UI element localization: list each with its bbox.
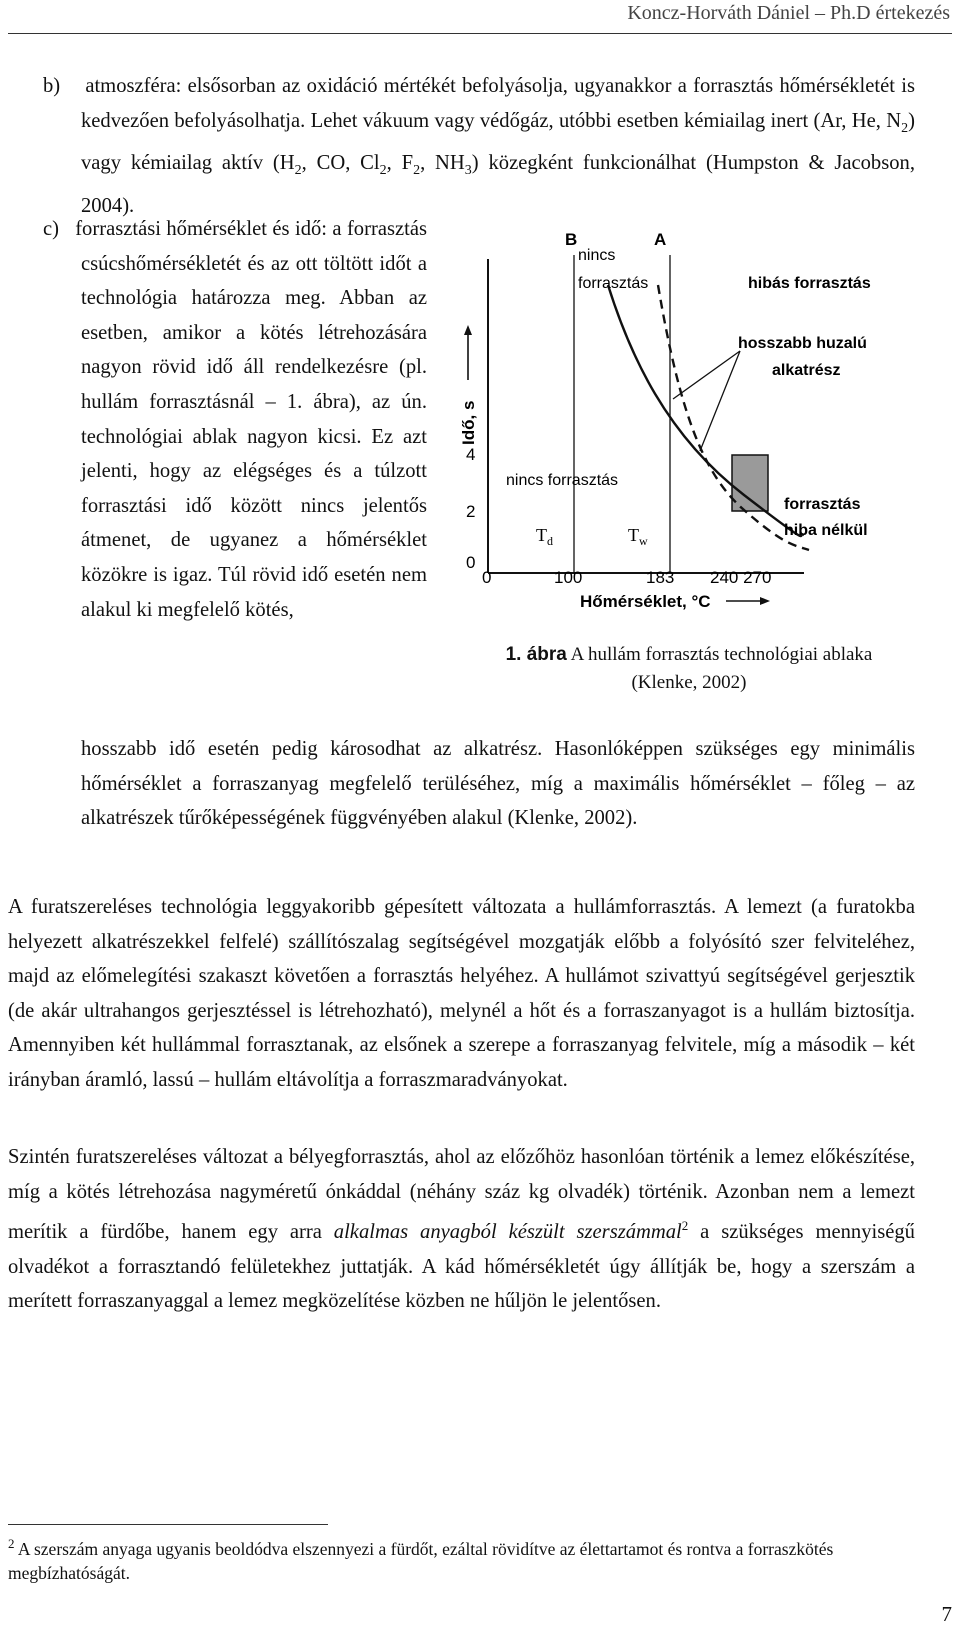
- item-b: [43, 69, 915, 224]
- y-tick-4: 4: [466, 445, 476, 464]
- item-b-text-3: , CO, Cl: [301, 152, 380, 175]
- y-tick-2: 2: [466, 502, 476, 521]
- paragraph-stamp-soldering-text: [8, 1140, 915, 1319]
- caption-source: (Klenke, 2002): [631, 672, 747, 693]
- label-hiba-nelkul-1: forrasztás: [784, 496, 861, 513]
- figure-caption-line1: [444, 641, 934, 669]
- page-number: 7: [941, 1602, 952, 1626]
- item-c-paragraph: [43, 212, 427, 627]
- item-b-text-5: , NH: [420, 152, 465, 175]
- x-tick-0: 0: [482, 568, 492, 587]
- para2-text-2: a szükséges mennyiségű olvadékot a forrasztandó felületekhez juttatják. A kád hőmérsékletét úgy állítják be, hogy a szerszám a merített forraszanyaggal a lemez megközelítése közben ne hűljön le jelentősen.: [8, 1221, 915, 1313]
- label-tw: $T_w$: [628, 525, 648, 548]
- footnote-rule: [8, 1524, 328, 1525]
- xlabel-arrowhead: [760, 597, 770, 605]
- ylabel-arrowhead: [464, 325, 472, 335]
- footnote: [8, 1532, 918, 1585]
- sub-cl2: 2: [379, 163, 387, 179]
- technology-window-figure: [444, 215, 934, 655]
- item-b-text-6: ) közegként funkcionálhat (Humpston & Jacobson, 2004).: [81, 152, 915, 217]
- label-hiba-nelkul-2: hiba nélkül: [784, 522, 868, 539]
- running-header: Koncz-Horváth Dániel – Ph.D értekezés: [627, 2, 950, 24]
- item-b-text-4: , F: [386, 152, 414, 175]
- x-tick-240-270: 240 270: [710, 568, 772, 587]
- label-hosszabb-2: alkatrész: [772, 362, 841, 379]
- item-c-text-wide: hosszabb idő esetén pedig károsodhat az alkatrész. Hasonlóképpen szükséges egy minimális hőmérséklet a forraszanyag megfelelő terüléséhez, míg a maximális hőmérséklet – főleg – az alkatrészek tűrőképességének függvényében alakul (Klenke, 2002).: [81, 738, 915, 830]
- footnote-text: A szerszám anyaga ugyanis beoldódva elszennyezi a fürdőt, ezáltal rövidítve az élettartamot és rontva a forraszkötés megbízhatóságát.: [8, 1538, 834, 1583]
- paragraph-wave-soldering-text: A furatszereléses technológia leggyakoribb gépesített változata a hullámforrasztás. A lemezt (a furatokba helyezett alkatrészekkel felfelé) szállítószalag segítségével mozgatják előbb a folyósító szer felviteléhez, majd az előmelegítési szakaszt követően a forrasztás helyéhez. A hullámot szivattyú segítségével gerjesztik (de akár ultrahangos gerjesztéssel is létrehozható), melynél a hőt és a forraszanyagot is a hullám biztosítja. Amennyiben két hullámmal forrasztanak, az elsőnek a szerepe a forraszanyag felvitele, míg a második – két irányban áramló, lassú – hullám eltávolítja a forraszmaradványokat.: [8, 896, 915, 1091]
- caption-text: A hullám forrasztás technológiai ablaka: [570, 644, 873, 665]
- label-nincs-top-1: nincs: [578, 247, 616, 264]
- item-c-marker: c): [43, 218, 59, 240]
- xlabel: Hőmérséklet, °C: [580, 592, 711, 611]
- item-b-paragraph: [43, 69, 915, 224]
- label-a: A: [654, 230, 667, 249]
- label-b: B: [565, 230, 578, 249]
- footnote-mark: 2: [8, 1536, 15, 1551]
- item-c-text-narrow: forrasztási hőmérséklet és idő: a forrasztás csúcshőmérsékletét és az ott töltött időt a technológia határozza meg. Abban az esetben, amikor a kötés létrehozására nagyon rövid idő áll rendelkezésre (pl. hullám forrasztásnál – 1. ábra), az ún. technológiai ablak nagyon kicsi. Ez azt jelenti, hogy az elégséges és a túlzott forrasztási idő között nincs jelentős átmenet, de ugyanez a hőmérséklet közökre is igaz. Túl rövid idő esetén nem alakul ki megfelelő kötés,: [75, 218, 427, 621]
- x-tick-183: 183: [646, 568, 675, 587]
- para2-italic: alkalmas anyagból készült szerszámmal: [333, 1221, 682, 1244]
- solid-curve: [608, 285, 804, 536]
- caption-figure-number: 1. ábra: [505, 644, 567, 665]
- sub-nh3: 3: [464, 163, 472, 179]
- label-hibas: hibás forrasztás: [748, 275, 871, 292]
- sub-h2: 2: [294, 163, 302, 179]
- item-b-text-2: ) vagy kémiailag aktív (H: [81, 109, 915, 175]
- label-hosszabb-1: hosszabb huzalú: [738, 335, 867, 352]
- paragraph-wave-soldering: [8, 890, 915, 1098]
- item-b-text-1: elsősorban az oxidáció mértékét befolyásolja, ugyanakkor a forrasztás hőmérsékletét is kedvezően befolyásolhatja. Lehet vákuum vagy védőgáz, utóbbi esetben kémiailag inert (Ar, He, N: [81, 75, 915, 132]
- header-rule: [8, 33, 952, 34]
- window-rect: [732, 455, 768, 511]
- item-b-lead: atmoszféra:: [85, 75, 182, 97]
- figure-caption: [444, 641, 934, 697]
- item-b-marker: b): [43, 75, 61, 97]
- para2-text-1: Szintén furatszereléses változat a bélyegforrasztás, ahol az előzőhöz hasonlóan történik a lemez előkészítése, míg a kötés létrehozása nagyméretű ónkáddal (néhány száz kg olvadék) történik. Azonban nem a lemezt merítik a fürdőbe, hanem egy arra: [8, 1146, 915, 1244]
- item-c-wide: [43, 732, 915, 836]
- label-nincs-top-2: forrasztás: [578, 275, 649, 292]
- label-nincs-mid: nincs forrasztás: [506, 472, 619, 489]
- ylabel: Idő, s: [459, 400, 478, 445]
- label-td: $T_d$: [536, 525, 553, 548]
- footnote-ref[interactable]: 2: [681, 1218, 689, 1234]
- paragraph-stamp-soldering: [8, 1140, 915, 1319]
- sub-f2: 2: [413, 163, 421, 179]
- x-tick-100: 100: [554, 568, 583, 587]
- sub-n2: 2: [901, 120, 909, 136]
- item-c-narrow: [43, 212, 427, 627]
- y-tick-0: 0: [466, 553, 476, 572]
